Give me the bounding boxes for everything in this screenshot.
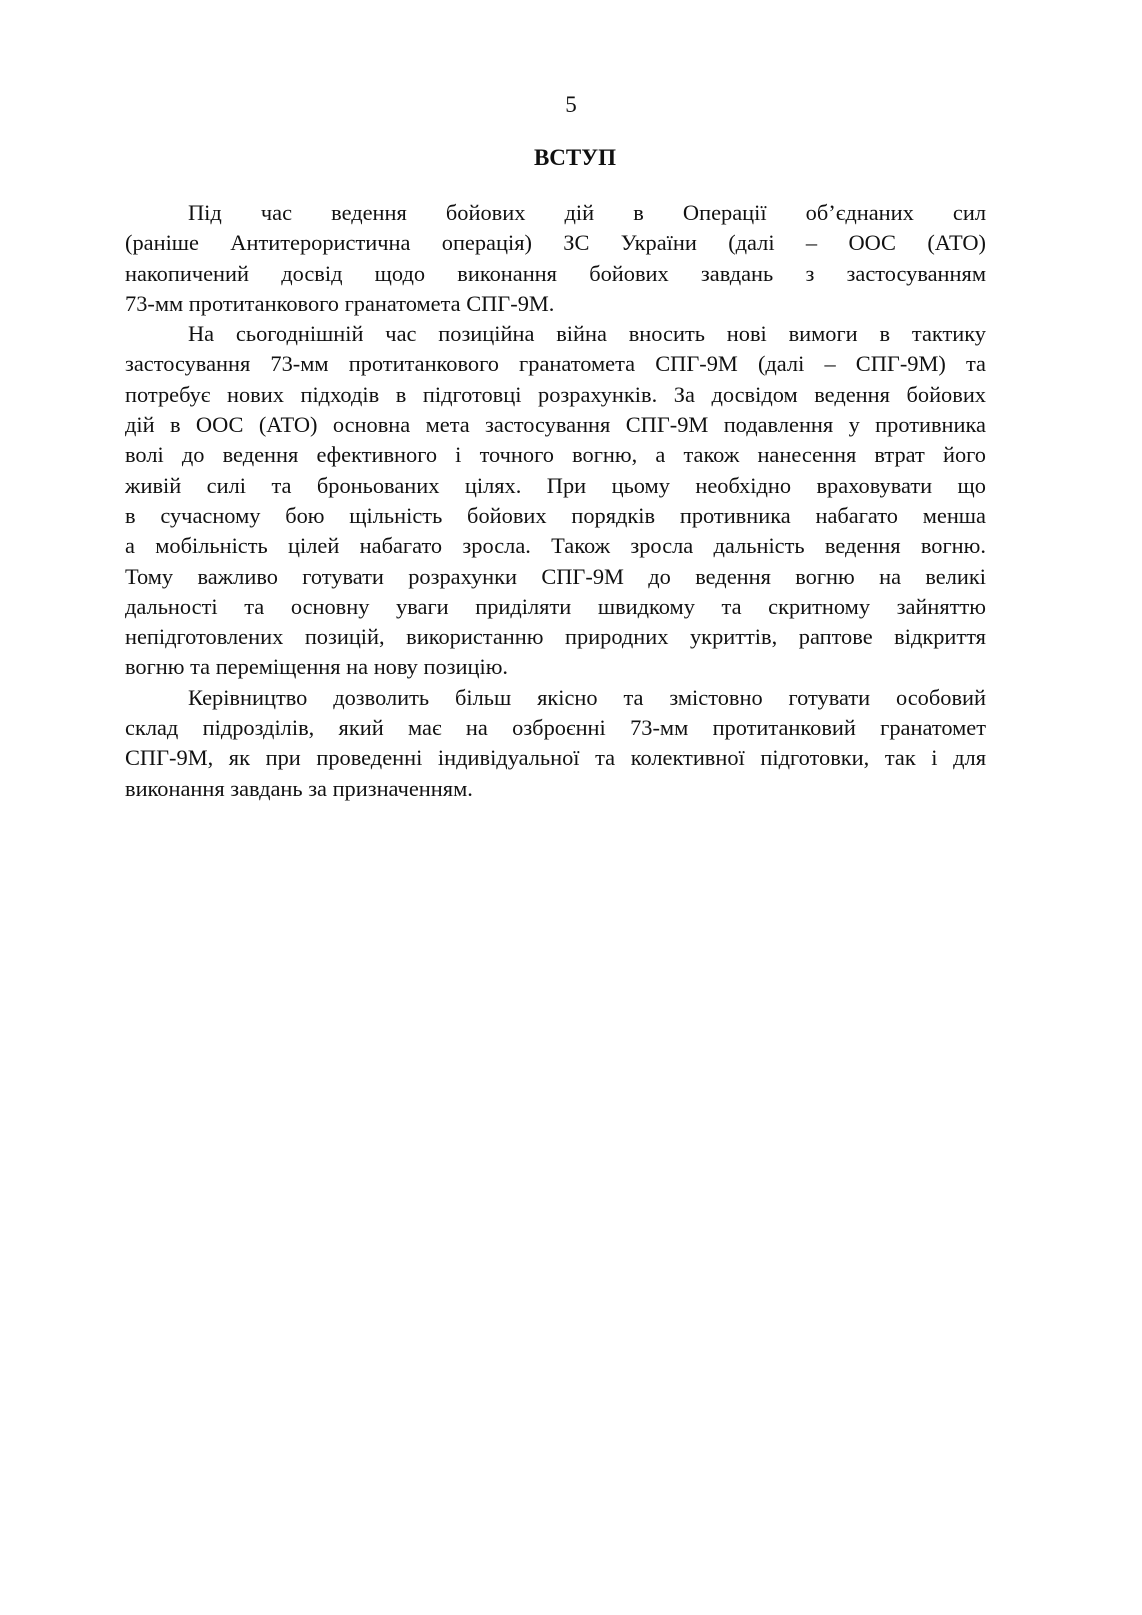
text-line: волі до ведення ефективного і точного вогню, а також нанесення втрат його	[125, 442, 986, 468]
text-line: Керівництво дозволить більш якісно та змістовно готувати особовий	[188, 684, 986, 710]
text-line: накопичений досвід щодо виконання бойових завдань з застосуванням	[125, 260, 986, 286]
body-text	[125, 198, 986, 804]
text-line: На сьогоднішній час позиційна війна вносить нові вимоги в тактику	[188, 321, 986, 347]
text-line: СПГ-9М, як при проведенні індивідуальної та колективної підготовки, так і для	[125, 745, 986, 771]
text-line: потребує нових підходів в підготовці розрахунків. За досвідом ведення бойових	[125, 381, 986, 407]
text-line: в сучасному бою щільність бойових порядків противника набагато менша	[125, 502, 986, 528]
section-title: ВСТУП	[533, 145, 617, 170]
text-line: застосування 73-мм протитанкового гранатомета СПГ-9М (далі – СПГ-9М) та	[125, 351, 986, 377]
text-line: живій силі та броньованих цілях. При цьому необхідно враховувати що	[125, 472, 986, 498]
text-line: Під час ведення бойових дій в Операції об’єднаних сил	[188, 200, 986, 225]
text-line: дальності та основну уваги приділяти швидкому та скритному зайняттю	[125, 593, 986, 619]
text-line: виконання завдань за призначенням.	[125, 775, 473, 801]
text-line: склад підрозділів, який має на озброєнні 73-мм протитанковий гранатомет	[125, 715, 986, 741]
paragraph-1	[125, 198, 986, 319]
paragraph-2	[125, 319, 986, 683]
text-line: вогню та переміщення на нову позицію.	[125, 654, 509, 680]
text-line: непідготовлених позицій, використанню природних укриттів, раптове відкриття	[125, 624, 986, 650]
text-line: Тому важливо готувати розрахунки СПГ-9М до ведення вогню на великі	[125, 563, 986, 589]
text-line: дій в ООС (АТО) основна мета застосування СПГ-9М подавлення у противника	[125, 412, 986, 438]
text-line: а мобільність цілей набагато зросла. Також зросла дальність ведення вогню.	[125, 533, 986, 559]
paragraph-3	[125, 683, 986, 804]
text-line: 73-мм протитанкового гранатомета СПГ-9М.	[125, 290, 555, 316]
page-number: 5	[565, 92, 577, 117]
text-line: (раніше Антитерористична операція) ЗС України (далі – ООС (АТО)	[125, 230, 986, 256]
